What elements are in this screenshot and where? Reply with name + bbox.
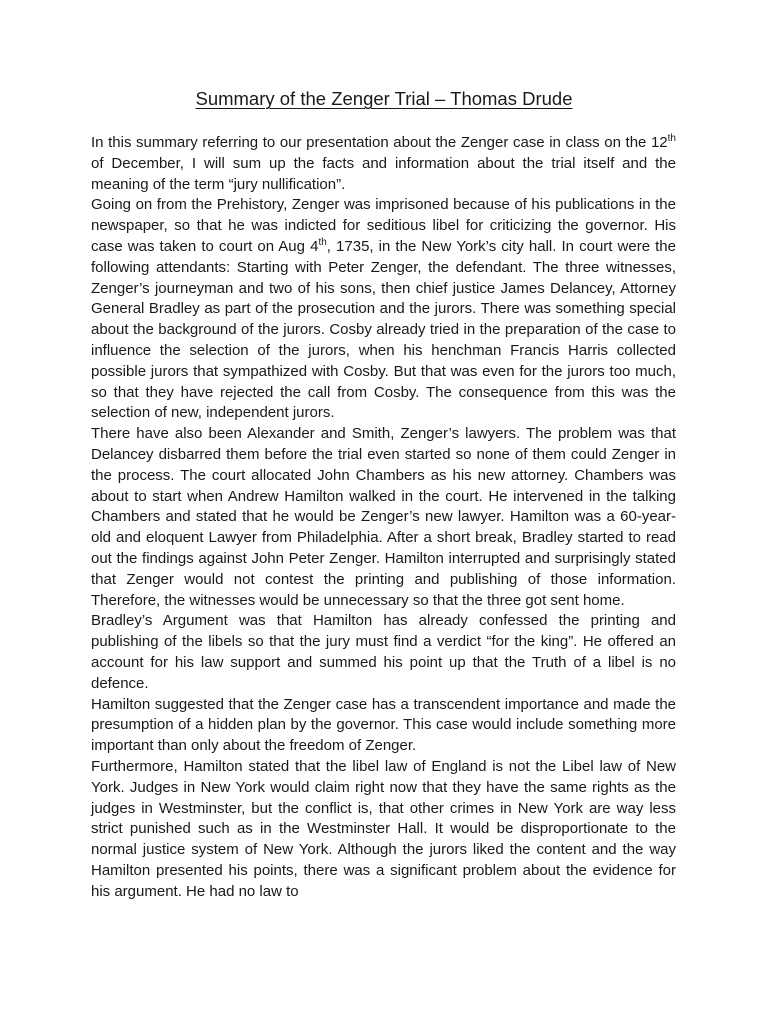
- paragraph-intro: [91, 133, 676, 195]
- paragraph-prehistory-text-b: , 1735, in the New York’s city hall. In court were the following attendants: Starting with Peter Zenger, the defendant. The three witnesses, Zenger’s journeyman and two of his sons, then chief justice James Delancey, Attorney General Bradley as part of the prosecution and the jurors. There was something special about the background of the jurors. Cosby already tried in the preparation of the case to influence the selection of the jurors, when his henchman Francis Harris collected possible jurors that sympathized with Cosby. But that was even for the jurors too much, so that they have rejected the call from Cosby. The consequence from this was the selection of new, independent jurors.: [91, 237, 676, 422]
- paragraph-bradley-argument: Bradley’s Argument was that Hamilton has already confessed the printing and publishing of the libels so that the jury must find a verdict “for the king”. He offered an account for his law support and summed his point up that the Truth of a libel is no defence.: [91, 612, 676, 692]
- ordinal-suffix: th: [667, 133, 676, 144]
- paragraph-prehistory: [91, 195, 676, 424]
- document-title: Summary of the Zenger Trial – Thomas Drude: [195, 88, 573, 109]
- paragraph-prehistory-text-a: Going on from the Prehistory, Zenger was imprisoned because of his publications in the newspaper, so that he was indicted for seditious libel for criticizing the governor. His case was taken to court on Aug 4: [91, 196, 676, 255]
- paragraph-lawyers: There have also been Alexander and Smith, Zenger’s lawyers. The problem was that Delancey disbarred them before the trial even started so none of them could Zenger in the process. The court allocated John Chambers as his new attorney. Chambers was about to start when Andrew Hamilton walked in the court. He intervened in the talking Chambers and stated that he would be Zenger’s new lawyer. Hamilton was a 60-year-old and eloquent Lawyer from Philadelphia. After a short break, Bradley started to read out the findings against John Peter Zenger. Hamilton interrupted and surprisingly stated that Zenger would not contest the printing and publishing of those information. Therefore, the witnesses would be unnecessary so that the three got sent home.: [91, 425, 676, 609]
- ordinal-suffix: th: [318, 236, 327, 248]
- paragraph-intro-text-a: In this summary referring to our presentation about the Zenger case in class on the 12: [91, 134, 668, 151]
- document-body: [91, 133, 676, 902]
- paragraph-hamilton-suggestion: Hamilton suggested that the Zenger case has a transcendent importance and made the presumption of a hidden plan by the governor. This case would include something more important than only about the freedom of Zenger.: [91, 695, 676, 755]
- paragraph-intro-text-b: of December, I will sum up the facts and information about the trial itself and the meaning of the term “jury nullification”.: [91, 154, 676, 193]
- paragraph-libel-law: Furthermore, Hamilton stated that the libel law of England is not the Libel law of New York. Judges in New York would claim right now that they have the same rights as the judges in Westminster, but the conflict is, that other crimes in New York are way less strict punished such as in the Westminster Hall. It would be disproportionate to the normal justice system of New York. Although the jurors liked the content and the way Hamilton presented his points, there was a significant problem about the evidence for his argument. He had no law to: [91, 757, 676, 900]
